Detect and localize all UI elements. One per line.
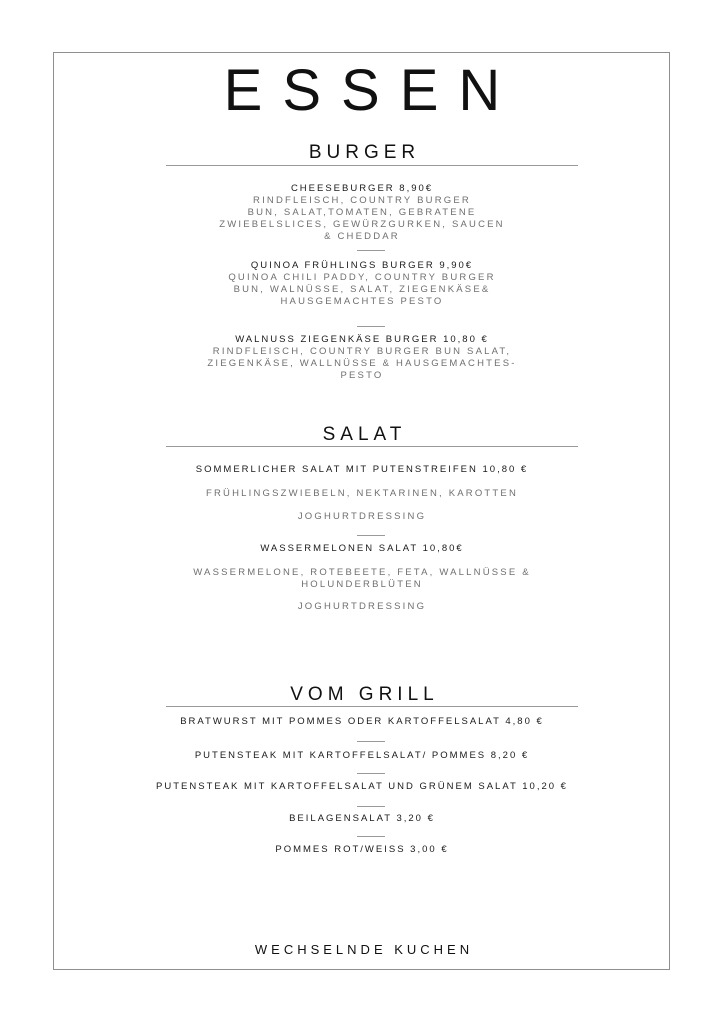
menu-item-name: BRATWURST MIT POMMES ODER KARTOFFELSALAT 4,80 € [180,716,544,727]
menu-item-name: BEILAGENSALAT 3,20 € [289,813,435,824]
dressing-label: JOGHURTDRESSING [297,511,427,522]
item-divider [357,773,385,774]
menu-item-name: SOMMERLICHER SALAT MIT PUTENSTREIFEN 10,80 € [195,464,529,475]
description-line: RINDFLEISCH, COUNTRY BURGER BUN SALAT, [212,346,512,357]
menu-item-name: PUTENSTEAK MIT KARTOFFELSALAT/ POMMES 8,20 € [194,750,530,761]
menu-item-description [0,346,724,382]
item-divider [357,326,385,327]
page-title: ESSEN [223,58,521,123]
description-line: HOLUNDERBLÜTEN [301,579,423,590]
description-line: HAUSGEMACHTES PESTO [280,296,444,307]
section-heading-salat: SALAT [322,424,407,445]
item-divider [357,806,385,807]
menu-item-name: POMMES ROT/WEISS 3,00 € [275,844,449,855]
description-line: QUINOA CHILI PADDY, COUNTRY BURGER [228,272,496,283]
item-divider [357,836,385,837]
description-line: FRÜHLINGSZWIEBELN, NEKTARINEN, KAROTTEN [205,488,519,499]
menu-item-description [0,567,724,591]
description-line: ZIEGENKÄSE, WALLNÜSSE & HAUSGEMACHTES- [207,358,517,369]
description-line: ZWIEBELSLICES, GEWÜRZGURKEN, SAUCEN [219,219,505,230]
item-divider [357,250,385,251]
menu-item-name: WALNUSS ZIEGENKÄSE BURGER 10,80 € [235,334,489,345]
description-line: BUN, WALNÜSSE, SALAT, ZIEGENKÄSE& [233,284,491,295]
menu-item-description [0,195,724,243]
item-divider [357,741,385,742]
menu-item-name: CHEESEBURGER 8,90€ [290,183,434,194]
section-heading-grill: VOM GRILL [290,684,439,705]
menu-item-name: QUINOA FRÜHLINGS BURGER 9,90€ [250,260,474,271]
dressing-label: JOGHURTDRESSING [297,601,427,612]
description-line: WASSERMELONE, ROTEBEETE, FETA, WALLNÜSSE & [193,567,531,578]
description-line: & CHEDDAR [324,231,400,242]
section-heading-burger: BURGER [308,142,421,163]
description-line: RINDFLEISCH, COUNTRY BURGER [253,195,471,206]
menu-item-name: PUTENSTEAK MIT KARTOFFELSALAT UND GRÜNEM SALAT 10,20 € [156,781,568,792]
item-divider [357,535,385,536]
menu-item-description [0,272,724,308]
description-line: PESTO [340,370,384,381]
description-line: BUN, SALAT,TOMATEN, GEBRATENE [247,207,477,218]
section-rule-grill [166,706,578,707]
menu-item-name: WASSERMELONEN SALAT 10,80€ [260,543,464,554]
section-rule-salat [166,446,578,447]
menu-item-description [0,488,724,500]
footer-note: WECHSELNDE KUCHEN [254,942,474,957]
section-rule-burger [166,165,578,166]
